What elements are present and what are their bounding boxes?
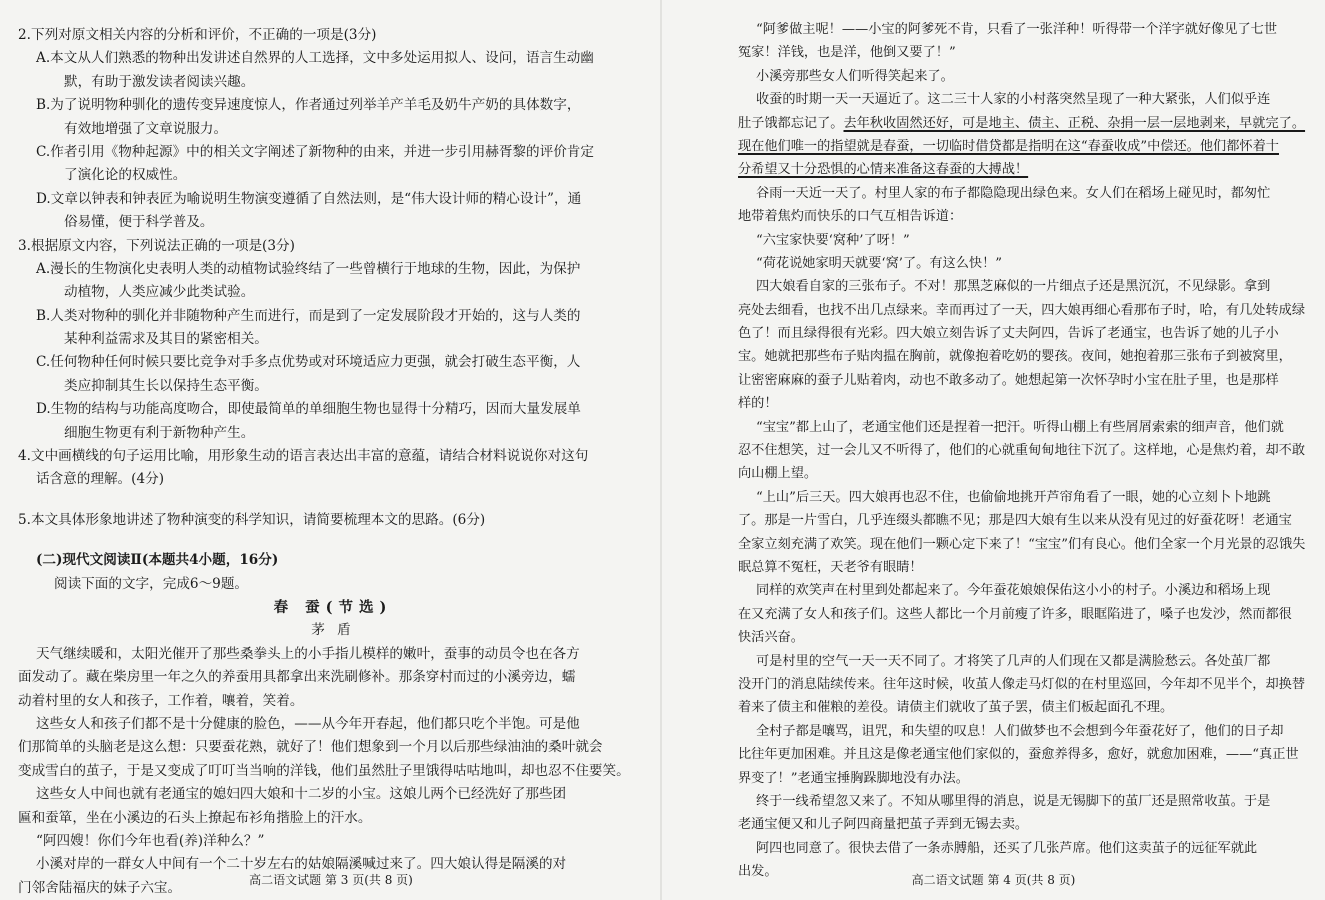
underlined-sentence: 去年秋收固然还好，可是地主、债主、正税、杂捐一层一层地剥来，早就完了。 <box>843 115 1306 131</box>
q2-option-c-cont: 了演化论的权威性。 <box>64 167 187 184</box>
paragraph-line: 们那简单的头脑老是这么想：只要蚕花熟，就好了！他们想象到一个月以后那些绿油油的桑叶就会 <box>18 739 603 756</box>
q3-option-b: B.人类对物种的驯化并非随物种产生而进行，而是到了一定发展阶段才开始的，这与人类的 <box>36 307 581 324</box>
paragraph-line: 比往年更加困难。并且这是像老通宝他们家似的，蚕愈养得多，愈好，就愈加困难，——“真正世 <box>738 747 1299 763</box>
paragraph-line: 天气继续暖和，太阳光催开了那些桑拳头上的小手指儿模样的嫩叶，蚕事的动员令也在各方 <box>36 645 580 662</box>
paragraph-line: 谷雨一天近一天了。村里人家的布子都隐隐现出绿色来。女人们在稻场上碰见时，都匆忙 <box>756 185 1271 201</box>
paragraph-line: 全村子都是嚷骂，诅咒，和失望的叹息！人们做梦也不会想到今年蚕花好了，他们的日子却 <box>756 723 1284 739</box>
q2-stem: 2.下列对原文相关内容的分析和评价，不正确的一项是(3分) <box>18 27 377 43</box>
paragraph-line: 色了！而且绿得很有光彩。四大娘立刻告诉了丈夫阿四，告诉了老通宝，也告诉了她的儿子小 <box>738 326 1279 342</box>
paragraph-line: 没开门的消息陆续传来。往年这时候，收茧人像走马灯似的在村里巡回，今年却不见半个，却换替 <box>738 676 1306 692</box>
paragraph-line: “上山”后三天。四大娘再也忍不住，也偷偷地挑开芦帘角看了一眼，她的心立刻卜卜地跳 <box>756 489 1271 505</box>
page-3-column <box>18 24 648 900</box>
paragraph-line: 全家立刻充满了欢笑。现在他们一颗心定下来了！“宝宝”们有良心。他们全家一个月光景的忍饿失 <box>738 536 1306 552</box>
passage-title: 春 蚕(节选) <box>273 598 393 616</box>
paragraph-line: 忍不住想笑，过一会儿又不听得了，他们的心就重甸甸地往下沉了。这样地，心是焦灼着，却不敢 <box>738 443 1306 459</box>
paragraph-line <box>738 112 1313 135</box>
paragraph-line: 同样的欢笑声在村里到处都起来了。今年蚕花娘娘保佑这小小的村子。小溪边和稻场上现 <box>756 583 1271 599</box>
section-instruction: 阅读下面的文字，完成6～9题。 <box>54 575 249 592</box>
passage-author: 茅 盾 <box>311 622 355 639</box>
paragraph-line: 界变了！”老通宝捶胸跺脚地没有办法。 <box>738 770 969 786</box>
underlined-sentence: 现在他们唯一的指望就是春蚕，一切临时借贷都是指明在这“春蚕收成”中偿还。他们都怀着十 <box>738 138 1279 154</box>
page-4-footer: 高二语文试题 第 4 页(共 8 页) <box>911 873 1076 887</box>
q2-option-c: C.作者引用《物种起源》中的相关文字阐述了新物种的由来，并进一步引用赫胥黎的评价肯定 <box>36 143 594 160</box>
paragraph-line: “六宝家快要‘窝种’了呀！” <box>756 232 910 248</box>
q3-option-c: C.任何物种任何时候只要比竞争对手多点优势或对环境适应力更强，就会打破生态平衡，人 <box>36 354 581 371</box>
paragraph-line: 冤家！洋钱，也是洋，他倒又要了！” <box>738 45 956 61</box>
paragraph-line: 出发。 <box>738 864 778 880</box>
page-3 <box>0 0 662 900</box>
paragraph-line: “宝宝”都上山了，老通宝他们还是捏着一把汗。听得山棚上有些屑屑索索的细声音，他们就 <box>756 419 1284 435</box>
paragraph-line: 了。那是一片雪白，几乎连缀头都瞧不见；那是四大娘有生以来从没有见过的好蚕花呀！老通宝 <box>738 513 1292 529</box>
q3-stem: 3.根据原文内容，下列说法正确的一项是(3分) <box>18 237 295 254</box>
page-4-column <box>738 18 1313 883</box>
q2-option-a: A.本文从人们熟悉的物种出发讲述自然界的人工选择，文中多处运用拟人、设问，语言生动幽 <box>36 50 594 67</box>
paragraph-line: 眠总算不冤枉，天老爷有眼睛！ <box>738 559 923 575</box>
paragraph-line: 老通宝便又和儿子阿四商量把茧子弄到无锡去卖。 <box>738 817 1029 833</box>
paragraph-line: 门邻舍陆福庆的妹子六宝。 <box>18 879 182 896</box>
q3-option-b-cont: 某种利益需求及其目的紧密相关。 <box>64 331 268 348</box>
paragraph-line: 小溪旁那些女人们听得笑起来了。 <box>756 68 954 84</box>
paragraph-line: 地带着焦灼而快乐的口气互相告诉道： <box>738 209 963 225</box>
q2-option-d: D.文章以钟表和钟表匠为喻说明生物演变遵循了自然法则，是“伟大设计师的精心设计”，通 <box>36 190 582 207</box>
paragraph-line: 亮处去细看，也找不出几点绿来。幸而再过了一天，四大娘再细心看那布子时，哈，有几处转成绿 <box>738 302 1306 318</box>
paragraph-line: 在又充满了女人和孩子们。这些人都比一个月前瘦了许多，眼眶陷进了，嗓子也发沙，然而都很 <box>738 606 1292 622</box>
paragraph-line: 面发动了。藏在柴房里一年之久的养蚕用具都拿出来洗刷修补。那条穿村而过的小溪旁边，蠕 <box>18 669 576 686</box>
q4-stem: 4.文中画横线的句子运用比喻，用形象生动的语言表达出丰富的意蕴，请结合材料说说你对这句 <box>18 448 589 465</box>
paragraph-line: 阿四也同意了。很快去借了一条赤膊船，还买了几张芦席。他们这卖茧子的远征军就此 <box>756 840 1258 856</box>
paragraph-line: 动着村里的女人和孩子，工作着，嚷着，笑着。 <box>18 692 304 709</box>
paragraph-line: 这些女人和孩子们都不是十分健康的脸色，——从今年开春起，他们都只吃个半饱。可是他 <box>36 715 580 732</box>
paragraph-line: 终于一线希望忽又来了。不知从哪里得的消息，说是无锡脚下的茧厂还是照常收茧。于是 <box>756 793 1271 809</box>
paragraph-line: 宝。她就把那些布子贴肉揾在胸前，就像抱着吃奶的婴孩。夜间，她抱着那三张布子到被窝里， <box>738 349 1292 365</box>
paragraph-line: 向山棚上望。 <box>738 466 818 482</box>
paragraph-line: 匾和蚕箪，坐在小溪边的石头上撩起布衫角揩脸上的汗水。 <box>18 809 372 826</box>
section-heading: (二)现代文阅读Ⅱ(本题共4小题，16分) <box>36 552 279 569</box>
paragraph-line: 四大娘看自家的三张布子。不对！那黑芝麻似的一片细点子还是黑沉沉，不见绿影。拿到 <box>756 279 1271 295</box>
q5-stem: 5.本文具体形象地讲述了物种演变的科学知识，请简要梳理本文的思路。(6分) <box>18 511 486 528</box>
q2-option-a-cont: 默，有助于激发读者阅读兴趣。 <box>64 73 255 90</box>
q3-option-c-cont: 类应抑制其生长以保持生态平衡。 <box>64 377 268 394</box>
paragraph-line: 快活兴奋。 <box>738 630 804 646</box>
paragraph-line-start: 肚子饿都忘记了。 <box>738 115 844 131</box>
paragraph-line: 样的！ <box>738 396 778 412</box>
q3-option-d-cont: 细胞生物更有利于新物种产生。 <box>64 424 255 441</box>
paragraph-line: 小溪对岸的一群女人中间有一个二十岁左右的姑娘隔溪喊过来了。四大娘认得是隔溪的对 <box>36 856 567 873</box>
paragraph-line: “阿四嫂！你们今年也看(养)洋种么？” <box>36 832 265 849</box>
paragraph-line: 可是村里的空气一天一天不同了。才将笑了几声的人们现在又都是满脸愁云。各处茧厂都 <box>756 653 1271 669</box>
q2-option-d-cont: 俗易懂，便于科学普及。 <box>64 214 214 231</box>
q4-stem-cont: 话含意的理解。(4分) <box>36 471 165 488</box>
paragraph-line: 收蚕的时期一天一天逼近了。这二三十人家的小村落突然呈现了一种大紧张，人们似乎连 <box>756 92 1271 108</box>
paragraph-line: 变成雪白的茧子，于是又变成了叮叮当当响的洋钱，他们虽然肚子里饿得咕咕地叫，却也忍不住要笑。 <box>18 762 630 779</box>
paragraph-line: “阿爹做主呢！——小宝的阿爹死不肯，只看了一张洋种！听得带一个洋字就好像见了七世 <box>756 22 1278 37</box>
q3-option-a-cont: 动植物，人类应减少此类试验。 <box>64 284 255 301</box>
page-4 <box>662 0 1325 900</box>
q3-option-a: A.漫长的生物演化史表明人类的动植物试验终结了一些曾横行于地球的生物，因此，为保护 <box>36 260 581 277</box>
paragraph-line: 这些女人中间也就有老通宝的媳妇四大娘和十二岁的小宝。这娘儿两个已经洗好了那些团 <box>36 786 567 803</box>
paragraph-line: 让密密麻麻的蚕子儿贴着肉，动也不敢多动了。她想起第一次怀孕时小宝在肚子里，也是那样 <box>738 372 1279 388</box>
paragraph-line: “荷花说她家明天就要‘窝’了。有这么快！” <box>756 255 1003 271</box>
page-3-footer: 高二语文试题 第 3 页(共 8 页) <box>249 873 413 887</box>
q2-option-b: B.为了说明物种驯化的遗传变异速度惊人，作者通过列举羊产羊毛及奶牛产奶的具体数字， <box>36 97 581 114</box>
q2-option-b-cont: 有效地增强了文章说服力。 <box>64 120 228 137</box>
paragraph-line: 着来了债主和催粮的差役。请债主们就收了茧子罢，债主们板起面孔不理。 <box>738 700 1174 716</box>
underlined-sentence: 分希望又十分恐惧的心情来准备这春蚕的大搏战！ <box>738 162 1029 178</box>
q3-option-d: D.生物的结构与功能高度吻合，即使最简单的单细胞生物也显得十分精巧，因而大量发展单 <box>36 401 581 418</box>
